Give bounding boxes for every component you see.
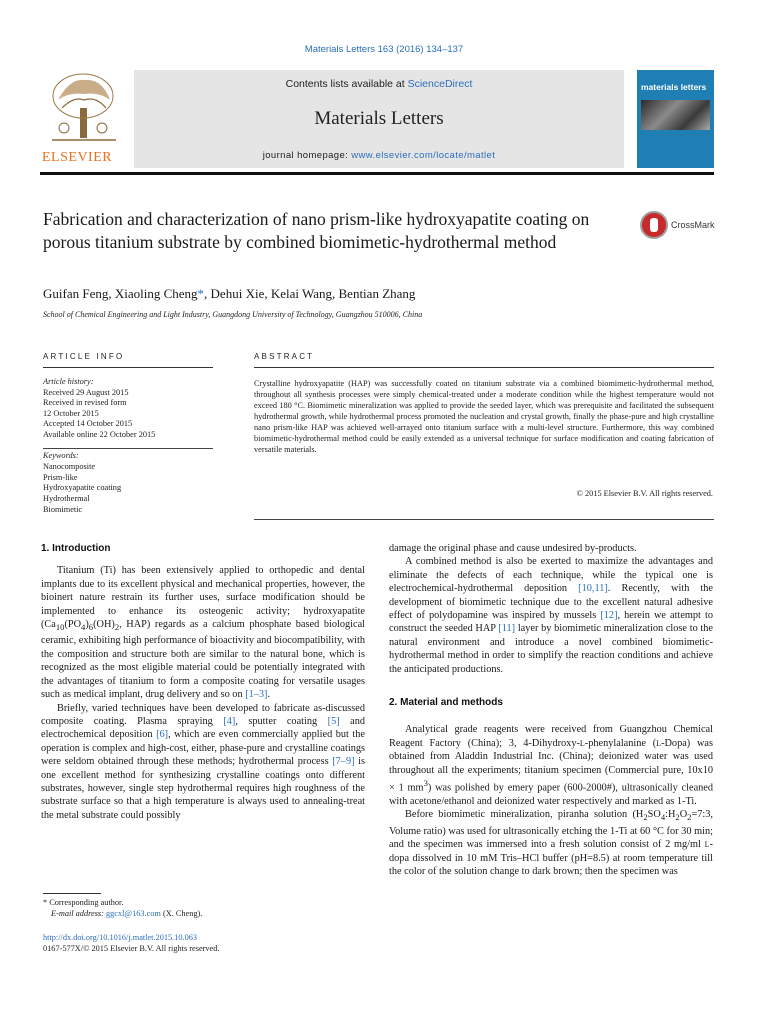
cover-image xyxy=(641,100,710,130)
elsevier-logo[interactable] xyxy=(40,70,128,168)
keyword: Biomimetic xyxy=(43,504,83,514)
keyword: Nanocomposite xyxy=(43,461,96,471)
corresponding-author-mark[interactable]: * xyxy=(197,286,205,301)
journal-name: Materials Letters xyxy=(314,108,444,129)
abstract-heading: ABSTRACT xyxy=(254,352,315,361)
citation-link[interactable]: [1–3] xyxy=(245,689,268,701)
homepage-prefix: journal homepage: xyxy=(262,150,352,161)
contents-line xyxy=(134,78,624,90)
cover-title: materials letters xyxy=(641,82,707,92)
doi-link[interactable]: http://dx.doi.org/10.1016/j.matlet.2015.10.063 xyxy=(43,933,198,942)
keyword: Prism-like xyxy=(43,472,78,482)
keyword: Hydrothermal xyxy=(43,494,90,504)
section-heading-methods: 2. Material and methods xyxy=(389,697,503,709)
paragraph: Titanium (Ti) has been extensively applied to orthopedic and dental implants due to its excellent physical and mechanical properties, however, the bioinert nature restrain its further uses, surface modification should be implemented to enhance its osteogenic activity; hydroxyapatite ($Ca_{10}(PO_4)_6(OH)_2$, HAP) regards as a calcium phosphate based biological ceramic, exhibiting high performance of bioactivity and biocompatibility, with the composition and structure both are similar to the natural bone, which is recognized as the most eligible material could be potentially integrated with the advantages of titanium to form a composite coating for versatile usages such as medical implant, drug delivery and so on [1–3]. xyxy=(41,565,365,701)
keywords-rule xyxy=(43,448,213,449)
abstract-copyright: © 2015 Elsevier B.V. All rights reserved. xyxy=(576,489,713,498)
article-info-rule xyxy=(43,367,213,368)
history-item: Accepted 14 October 2015 xyxy=(43,419,133,428)
email-line: E-mail address: ggcxl@163.com (X. Cheng). xyxy=(51,909,203,918)
article-info-heading: ARTICLE INFO xyxy=(43,352,125,361)
history-item: 12 October 2015 xyxy=(43,408,99,418)
keywords-label: Keywords: xyxy=(43,451,79,460)
homepage-link[interactable]: www.elsevier.com/locate/matlet xyxy=(351,150,496,161)
footnote xyxy=(43,897,202,919)
authors-first: Guifan Feng, Xiaoling Cheng xyxy=(43,286,198,301)
citation-link[interactable]: [7–9] xyxy=(332,756,355,768)
crossmark-label: CrossMark xyxy=(671,220,715,230)
crossmark-badge[interactable] xyxy=(640,211,716,241)
issn-line: 0167-577X/© 2015 Elsevier B.V. All rights reserved. xyxy=(43,944,220,953)
footnote-rule xyxy=(43,893,101,894)
elsevier-tree-icon xyxy=(40,70,128,146)
article-history xyxy=(43,377,213,440)
paragraph: Before biomimetic mineralization, piranha solution ($H_2SO_4:H_2O_2=7:3$, Volume ratio) was used for ultrasonically etching the 1-Ti at 60 °C for 30 min; and the specimen was immersed into a fresh solution consist of 2 mg/ml L-dopa dissolved in 10 mM Tris–HCl buffer (pH=8.5) at room temperature till the color of the solution change to dark brown; then the specimen was xyxy=(389,809,713,877)
abstract-rule xyxy=(254,367,714,368)
journal-cover-thumbnail[interactable] xyxy=(637,70,714,168)
abstract-text: Crystalline hydroxyapatite (HAP) was successfully coated on titanium substrate via a combined biomimetic-hydrothermal method, throughout all synthesis processes were simply chemical-treated under a moderate condition while the highest temperature would not exceed 180 °C. Biomimetic mineralization was applied to provide the seeded layer, which was prerequisite and facilitated the subsequent hydrothermal growth, while hydrothermal process promoted the nucleation and crystal growth, finally the phase-pure and high crystalline nano prism-like HAP was achieved well-arrayed onto titanium surface with a multi-level structure. Furthermore, this way combined biomimetic-hydrothermal method could be easily extended as a universal technique for surface modification and coating fabrication of versatile materials. xyxy=(254,379,714,454)
authors-rest: , Dehui Xie, Kelai Wang, Bentian Zhang xyxy=(204,286,416,301)
history-label: Article history: xyxy=(43,377,94,386)
journal-citation[interactable]: Materials Letters 163 (2016) 134–137 xyxy=(304,44,464,55)
article-title: Fabrication and characterization of nano prism-like hydroxyapatite coating on porous titanium substrate by combined biomimetic-hydrothermal method xyxy=(43,209,590,252)
citation-link[interactable]: [11] xyxy=(498,623,516,635)
corresponding-author-note: * Corresponding author. xyxy=(43,898,124,907)
citation-link[interactable]: [6] xyxy=(156,729,169,741)
right-column xyxy=(389,542,713,878)
email-link[interactable]: ggcxl@163.com xyxy=(106,909,161,918)
keywords xyxy=(43,451,213,516)
history-item: Received in revised form xyxy=(43,398,127,407)
left-column xyxy=(41,542,365,822)
header-divider xyxy=(40,172,714,175)
paragraph: damage the original phase and cause undesired by-products. xyxy=(389,543,637,554)
paragraph: Analytical grade reagents were received from Guangzhou Chemical Reagent Factory (China); 3, 4-Dihydroxy-L-phenylalanine (L-Dopa) was obtained from Aladdin Industrial Inc. (China); deionized water was used throughout all the experiments; titanium specimen (Commercial pure, 10x10 × 1 $mm^3$) was polished by emery paper (600-2000#), ultrasonically cleaned with acetone/ethanol and deionized water respectively and marked as 1-Ti. xyxy=(389,724,714,807)
citation-link[interactable]: [12] xyxy=(600,610,618,622)
journal-homepage-line xyxy=(134,150,624,161)
journal-banner xyxy=(134,70,624,168)
elsevier-wordmark: ELSEVIER xyxy=(42,150,113,165)
sciencedirect-link[interactable]: ScienceDirect xyxy=(407,78,473,90)
keyword: Hydroxyapatite coating xyxy=(43,483,122,493)
citation-link[interactable]: [10,11] xyxy=(578,583,608,595)
masthead xyxy=(40,70,714,168)
citation-link[interactable]: [4] xyxy=(223,715,236,727)
history-item: Available online 22 October 2015 xyxy=(43,429,156,439)
section-heading-introduction: 1. Introduction xyxy=(41,543,111,554)
paragraph: Briefly, varied techniques have been developed to fabricate as-discussed composite coating. Plasma spraying [4], sputter coating [5] and electrochemical deposition [6], which are even commercially applied but the operation is complex and high-cost, either, phase-pure and crystalline coatings were seldom obtained through these methods; hydrothermal process [7–9] is one excellent method for synthesizing crystalline coatings onto different substrates, however, single step hydrothermal requires high roughness of the substrate surface so that a high temperature is always used to annealing-treat the metal substrate could possibly xyxy=(41,702,365,821)
doi-block xyxy=(43,932,219,954)
crossmark-icon xyxy=(640,211,668,239)
history-item: Received 29 August 2015 xyxy=(43,387,129,397)
paragraph: A combined method is also be exerted to maximize the advantages and eliminate the defects of each technique, while the typical one is electrochemical-hydrothermal deposition [10,11]. Recently, with the development of biomimetic technique due to the excellent natural adhesive effect of polydopamine was inspired by mussels [12], herein we attempt to construct the seeded HAP [11] layer by biomimetic mineralization close to the natural environment and introduce a novel combined biomimetic-hydrothermal method in order to simplify the reaction conditions and achieve the anticipated productions. xyxy=(389,556,714,675)
citation-link[interactable]: [5] xyxy=(327,715,340,727)
contents-prefix: Contents lists available at xyxy=(285,78,408,90)
affiliation: School of Chemical Engineering and Light Industry, Guangdong University of Technology, Guangzhou 510006, China xyxy=(43,310,423,319)
author-list xyxy=(43,286,415,302)
abstract-bottom-rule xyxy=(254,519,714,520)
